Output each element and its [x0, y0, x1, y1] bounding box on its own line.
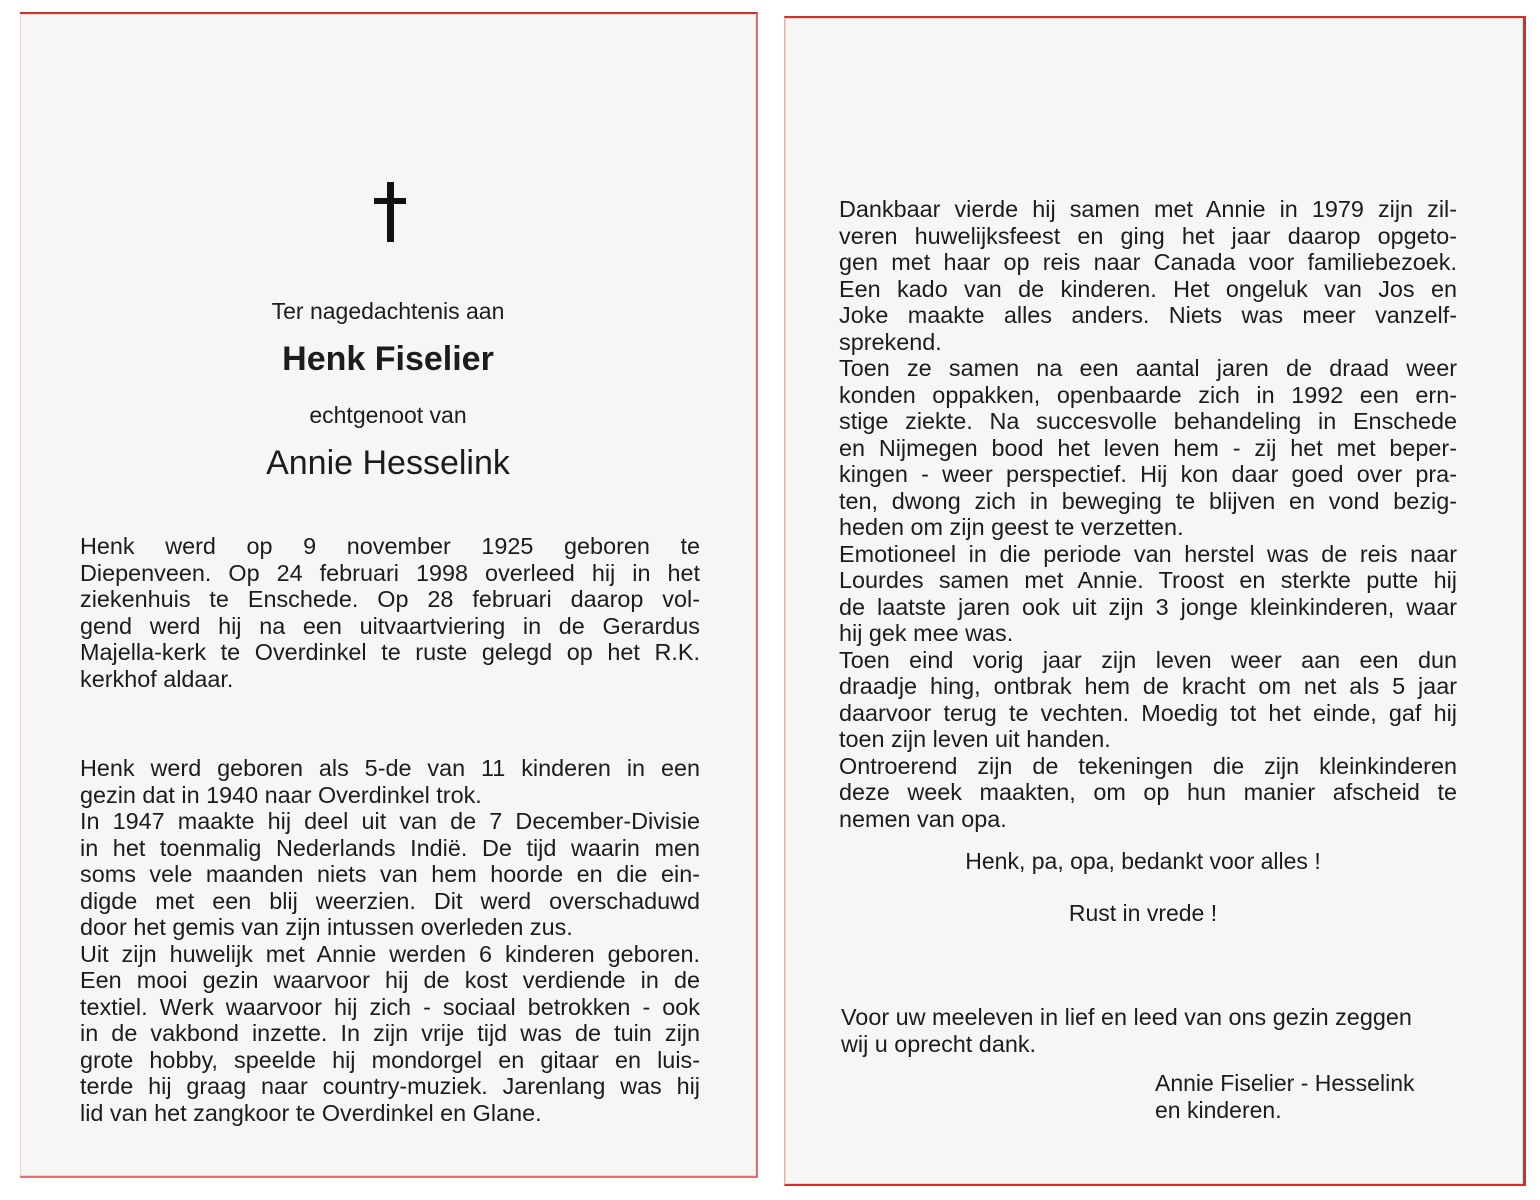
- text-line: gend werd hij na een uitvaartviering in de Gerardus: [80, 612, 700, 639]
- text-line: Dankbaar vierde hij samen met Annie in 1979 zijn zil-: [839, 196, 1457, 222]
- biography-paragraph-3: [839, 196, 1457, 832]
- biography-paragraph-2: [80, 755, 700, 1126]
- signature: [1155, 1070, 1414, 1124]
- text-line: en Nijmegen bood het leven hem - zij het met beper-: [839, 434, 1457, 461]
- text-line: kerkhof aldaar.: [80, 665, 234, 692]
- left-card: [20, 12, 758, 1178]
- text-line: toen zijn leven uit handen.: [839, 726, 1111, 752]
- text-line: deze week maakten, om op hun manier afscheid te: [839, 779, 1457, 805]
- right-card: [784, 16, 1526, 1186]
- cross-icon: [370, 182, 410, 242]
- text-line: digde met een blij weerzien. Dit werd overschaduwd: [80, 887, 700, 914]
- text-line: Joke maakte alles anders. Niets was meer vanzelf-: [839, 302, 1457, 328]
- text-line: Henk werd op 9 november 1925 geboren te: [80, 533, 700, 559]
- text-line: In 1947 maakte hij deel uit van de 7 December-Divisie: [80, 808, 700, 834]
- text-line: daarvoor terug te vechten. Moedig tot het einde, gaf hij: [839, 699, 1457, 726]
- text-line: gen met haar op reis naar Canada voor familiebezoek.: [839, 249, 1457, 275]
- text-line: konden oppakken, openbaarde zich in 1992 een ern-: [839, 381, 1457, 408]
- text-line: veren huwelijksfeest en ging het jaar daarop opgeto-: [839, 222, 1457, 249]
- closing-rest-in-peace: Rust in vrede !: [1068, 900, 1218, 926]
- text-line: Majella-kerk te Overdinkel te ruste gelegd op het R.K.: [80, 639, 700, 665]
- text-line: Toen eind vorig jaar zijn leven weer aan een dun: [839, 646, 1457, 673]
- signature-line: en kinderen.: [1155, 1097, 1282, 1123]
- text-line: kingen - weer perspectief. Hij kon daar goed over pra-: [839, 461, 1457, 487]
- text-line: hij gek mee was.: [839, 620, 1014, 646]
- text-line: Voor uw meeleven in lief en leed van ons gezin zeggen: [841, 1004, 1412, 1030]
- spouse-name: Annie Hesselink: [266, 444, 510, 482]
- text-line: ziekenhuis te Enschede. Op 28 februari daarop vol-: [80, 586, 700, 612]
- text-line: Een mooi gezin waarvoor hij de kost verdiende in de: [80, 967, 700, 993]
- text-line: nemen van opa.: [839, 805, 1007, 832]
- text-line: door het gemis van zijn intussen overleden zus.: [80, 914, 573, 940]
- text-line: sprekend.: [839, 328, 942, 355]
- text-line: Henk werd geboren als 5-de van 11 kinderen in een: [80, 755, 700, 781]
- text-line: in de vakbond inzette. In zijn vrije tijd was de tuin zijn: [80, 1020, 700, 1046]
- spouse-label: echtgenoot van: [309, 402, 467, 428]
- text-line: Uit zijn huwelijk met Annie werden 6 kinderen geboren.: [80, 940, 700, 967]
- intro-text: Ter nagedachtenis aan: [271, 298, 505, 324]
- text-line: terde hij graag naar country-muziek. Jarenlang was hij: [80, 1073, 700, 1099]
- signature-line: Annie Fiselier - Hesselink: [1155, 1070, 1415, 1096]
- text-line: Diepenveen. Op 24 februari 1998 overleed hij in het: [80, 559, 700, 586]
- deceased-name: Henk Fiselier: [282, 340, 494, 378]
- text-line: de laatste jaren ook uit zijn 3 jonge kleinkinderen, waar: [839, 593, 1457, 620]
- text-line: draadje hing, ontbrak hem de kracht om net als 5 jaar: [839, 673, 1457, 699]
- text-line: stige ziekte. Na succesvolle behandeling in Enschede: [839, 408, 1457, 434]
- text-line: ten, dwong zich in beweging te blijven en vond bezig-: [839, 487, 1457, 514]
- text-line: wij u oprecht dank.: [841, 1030, 1037, 1057]
- text-line: Toen ze samen na een aantal jaren de draad weer: [839, 355, 1457, 381]
- text-line: Lourdes samen met Annie. Troost en sterkte putte hij: [839, 567, 1457, 593]
- text-line: textiel. Werk waarvoor hij zich - sociaal betrokken - ook: [80, 993, 700, 1020]
- text-line: Ontroerend zijn de tekeningen die zijn kleinkinderen: [839, 752, 1457, 779]
- text-line: gezin dat in 1940 naar Overdinkel trok.: [80, 781, 482, 808]
- text-line: Emotioneel in die periode van herstel was de reis naar: [839, 540, 1457, 567]
- closing-thanks: Henk, pa, opa, bedankt voor alles !: [965, 848, 1321, 874]
- text-line: heden om zijn geest te verzetten.: [839, 514, 1184, 540]
- text-line: lid van het zangkoor te Overdinkel en Glane.: [80, 1099, 542, 1126]
- text-line: in het toenmalig Nederlands Indië. De tijd waarin men: [80, 834, 700, 861]
- text-line: soms vele maanden niets van hem hoorde en die ein-: [80, 861, 700, 887]
- text-line: grote hobby, speelde hij mondorgel en gitaar en luis-: [80, 1046, 700, 1073]
- text-line: Een kado van de kinderen. Het ongeluk van Jos en: [839, 275, 1457, 302]
- thank-you-paragraph: [841, 1004, 1461, 1057]
- biography-paragraph-1: [80, 533, 700, 692]
